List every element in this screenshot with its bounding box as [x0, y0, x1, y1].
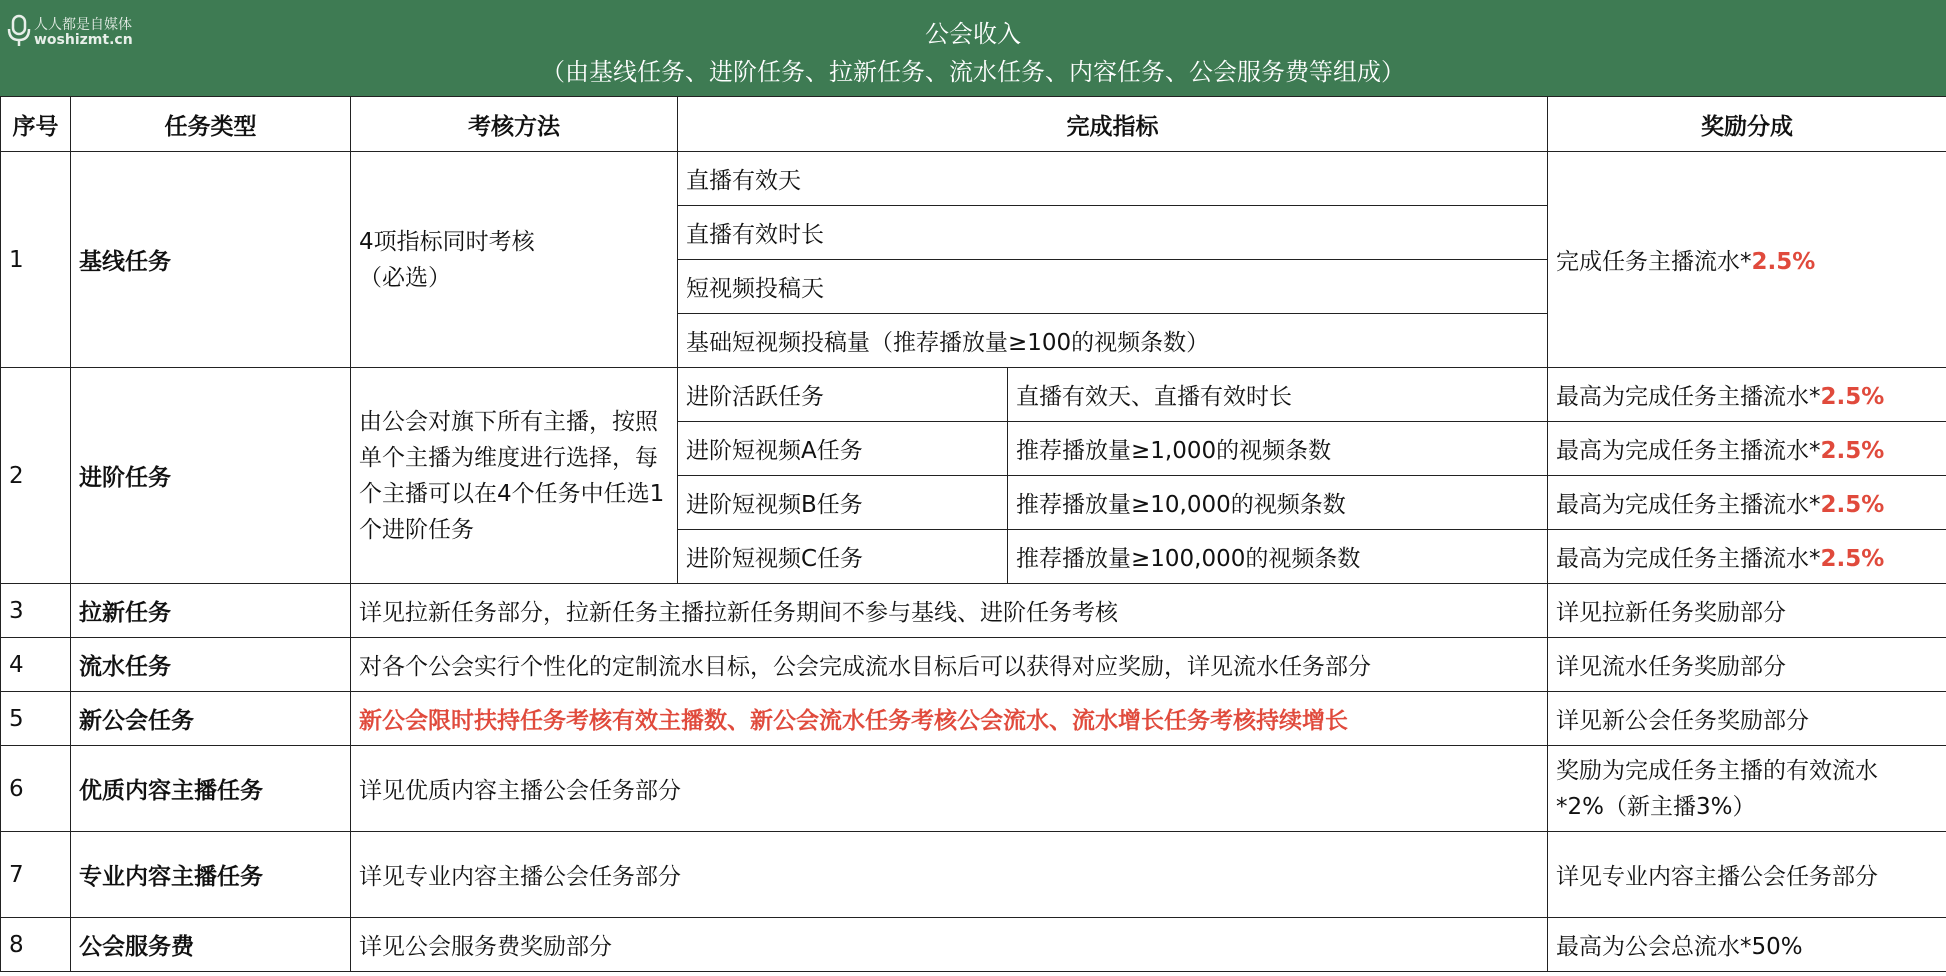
col-header-type: 任务类型 [71, 97, 351, 152]
row-number: 8 [1, 918, 71, 972]
reward-line: *2%（新主播3%） [1556, 793, 1756, 820]
task-type: 流水任务 [71, 638, 351, 692]
task-type: 新公会任务 [71, 692, 351, 746]
reward-text: 完成任务主播流水* [1556, 249, 1752, 275]
assessment-method [351, 152, 678, 368]
table-subtitle: （由基线任务、进阶任务、拉新任务、流水任务、内容任务、公会服务费等组成） [541, 58, 1405, 86]
reward-text: 最高为完成任务主播流水* [1556, 546, 1821, 572]
indicator-cell: 直播有效天 [678, 152, 1548, 206]
reward-line: 奖励为完成任务主播的有效流水 [1556, 757, 1878, 784]
table-row [1, 368, 1946, 422]
reward-text: 最高为完成任务主播流水* [1556, 384, 1821, 410]
table-row [1, 832, 1946, 918]
reward-cell [1548, 422, 1946, 476]
row-number: 4 [1, 638, 71, 692]
task-type: 优质内容主播任务 [71, 746, 351, 832]
assessment-method: 由公会对旗下所有主播，按照单个主播为维度进行选择，每个主播可以在4个任务中任选1个进阶任务 [351, 368, 678, 584]
table-row [1, 746, 1946, 832]
method-line: （必选） [359, 264, 451, 291]
subtask-name: 进阶短视频C任务 [678, 530, 1008, 584]
table-row [1, 918, 1946, 972]
assessment-method: 对各个公会实行个性化的定制流水目标，公会完成流水目标后可以获得对应奖励，详见流水任务部分 [351, 638, 1548, 692]
col-header-indicator: 完成指标 [678, 97, 1548, 152]
subtask-name: 进阶活跃任务 [678, 368, 1008, 422]
reward-cell: 详见新公会任务奖励部分 [1548, 692, 1946, 746]
table-header-row [1, 97, 1946, 152]
table-title-banner [0, 0, 1946, 96]
indicator-cell: 直播有效时长 [678, 206, 1548, 260]
reward-cell: 详见专业内容主播公会任务部分 [1548, 832, 1946, 918]
subtask-criteria: 推荐播放量≥1,000的视频条数 [1008, 422, 1548, 476]
reward-cell [1548, 530, 1946, 584]
task-type: 基线任务 [71, 152, 351, 368]
table-row [1, 584, 1946, 638]
indicator-cell: 短视频投稿天 [678, 260, 1548, 314]
row-number: 3 [1, 584, 71, 638]
table-row [1, 152, 1946, 206]
subtask-name: 进阶短视频A任务 [678, 422, 1008, 476]
reward-cell: 最高为公会总流水*50% [1548, 918, 1946, 972]
subtask-criteria: 直播有效天、直播有效时长 [1008, 368, 1548, 422]
reward-cell [1548, 368, 1946, 422]
assessment-method: 新公会限时扶持任务考核有效主播数、新公会流水任务考核公会流水、流水增长任务考核持续增长 [351, 692, 1548, 746]
reward-percent: 2.5% [1820, 492, 1885, 518]
reward-percent: 2.5% [1820, 438, 1885, 464]
col-header-no: 序号 [1, 97, 71, 152]
reward-percent: 2.5% [1751, 249, 1816, 275]
row-number: 1 [1, 152, 71, 368]
row-number: 5 [1, 692, 71, 746]
reward-cell: 详见流水任务奖励部分 [1548, 638, 1946, 692]
assessment-method: 详见专业内容主播公会任务部分 [351, 832, 1548, 918]
assessment-method: 详见拉新任务部分，拉新任务主播拉新任务期间不参与基线、进阶任务考核 [351, 584, 1548, 638]
table-row [1, 638, 1946, 692]
task-type: 公会服务费 [71, 918, 351, 972]
row-number: 7 [1, 832, 71, 918]
indicator-cell: 基础短视频投稿量（推荐播放量≥100的视频条数） [678, 314, 1548, 368]
task-type: 拉新任务 [71, 584, 351, 638]
reward-cell [1548, 152, 1946, 368]
reward-cell [1548, 746, 1946, 832]
subtask-criteria: 推荐播放量≥100,000的视频条数 [1008, 530, 1548, 584]
reward-text: 最高为完成任务主播流水* [1556, 438, 1821, 464]
reward-cell: 详见拉新任务奖励部分 [1548, 584, 1946, 638]
task-type: 进阶任务 [71, 368, 351, 584]
assessment-method: 详见公会服务费奖励部分 [351, 918, 1548, 972]
table-row [1, 692, 1946, 746]
assessment-method: 详见优质内容主播公会任务部分 [351, 746, 1548, 832]
task-type: 专业内容主播任务 [71, 832, 351, 918]
col-header-method: 考核方法 [351, 97, 678, 152]
subtask-name: 进阶短视频B任务 [678, 476, 1008, 530]
col-header-reward: 奖励分成 [1548, 97, 1946, 152]
reward-percent: 2.5% [1820, 384, 1885, 410]
income-table [0, 96, 1946, 972]
reward-cell [1548, 476, 1946, 530]
reward-text: 最高为完成任务主播流水* [1556, 492, 1821, 518]
logo-text-domain: woshizmt.cn [34, 32, 133, 48]
logo-text-cn: 人人都是自媒体 [34, 17, 132, 33]
table-title: 公会收入 [925, 20, 1021, 48]
reward-percent: 2.5% [1820, 546, 1885, 572]
method-line: 4项指标同时考核 [359, 228, 535, 255]
subtask-criteria: 推荐播放量≥10,000的视频条数 [1008, 476, 1548, 530]
row-number: 6 [1, 746, 71, 832]
row-number: 2 [1, 368, 71, 584]
